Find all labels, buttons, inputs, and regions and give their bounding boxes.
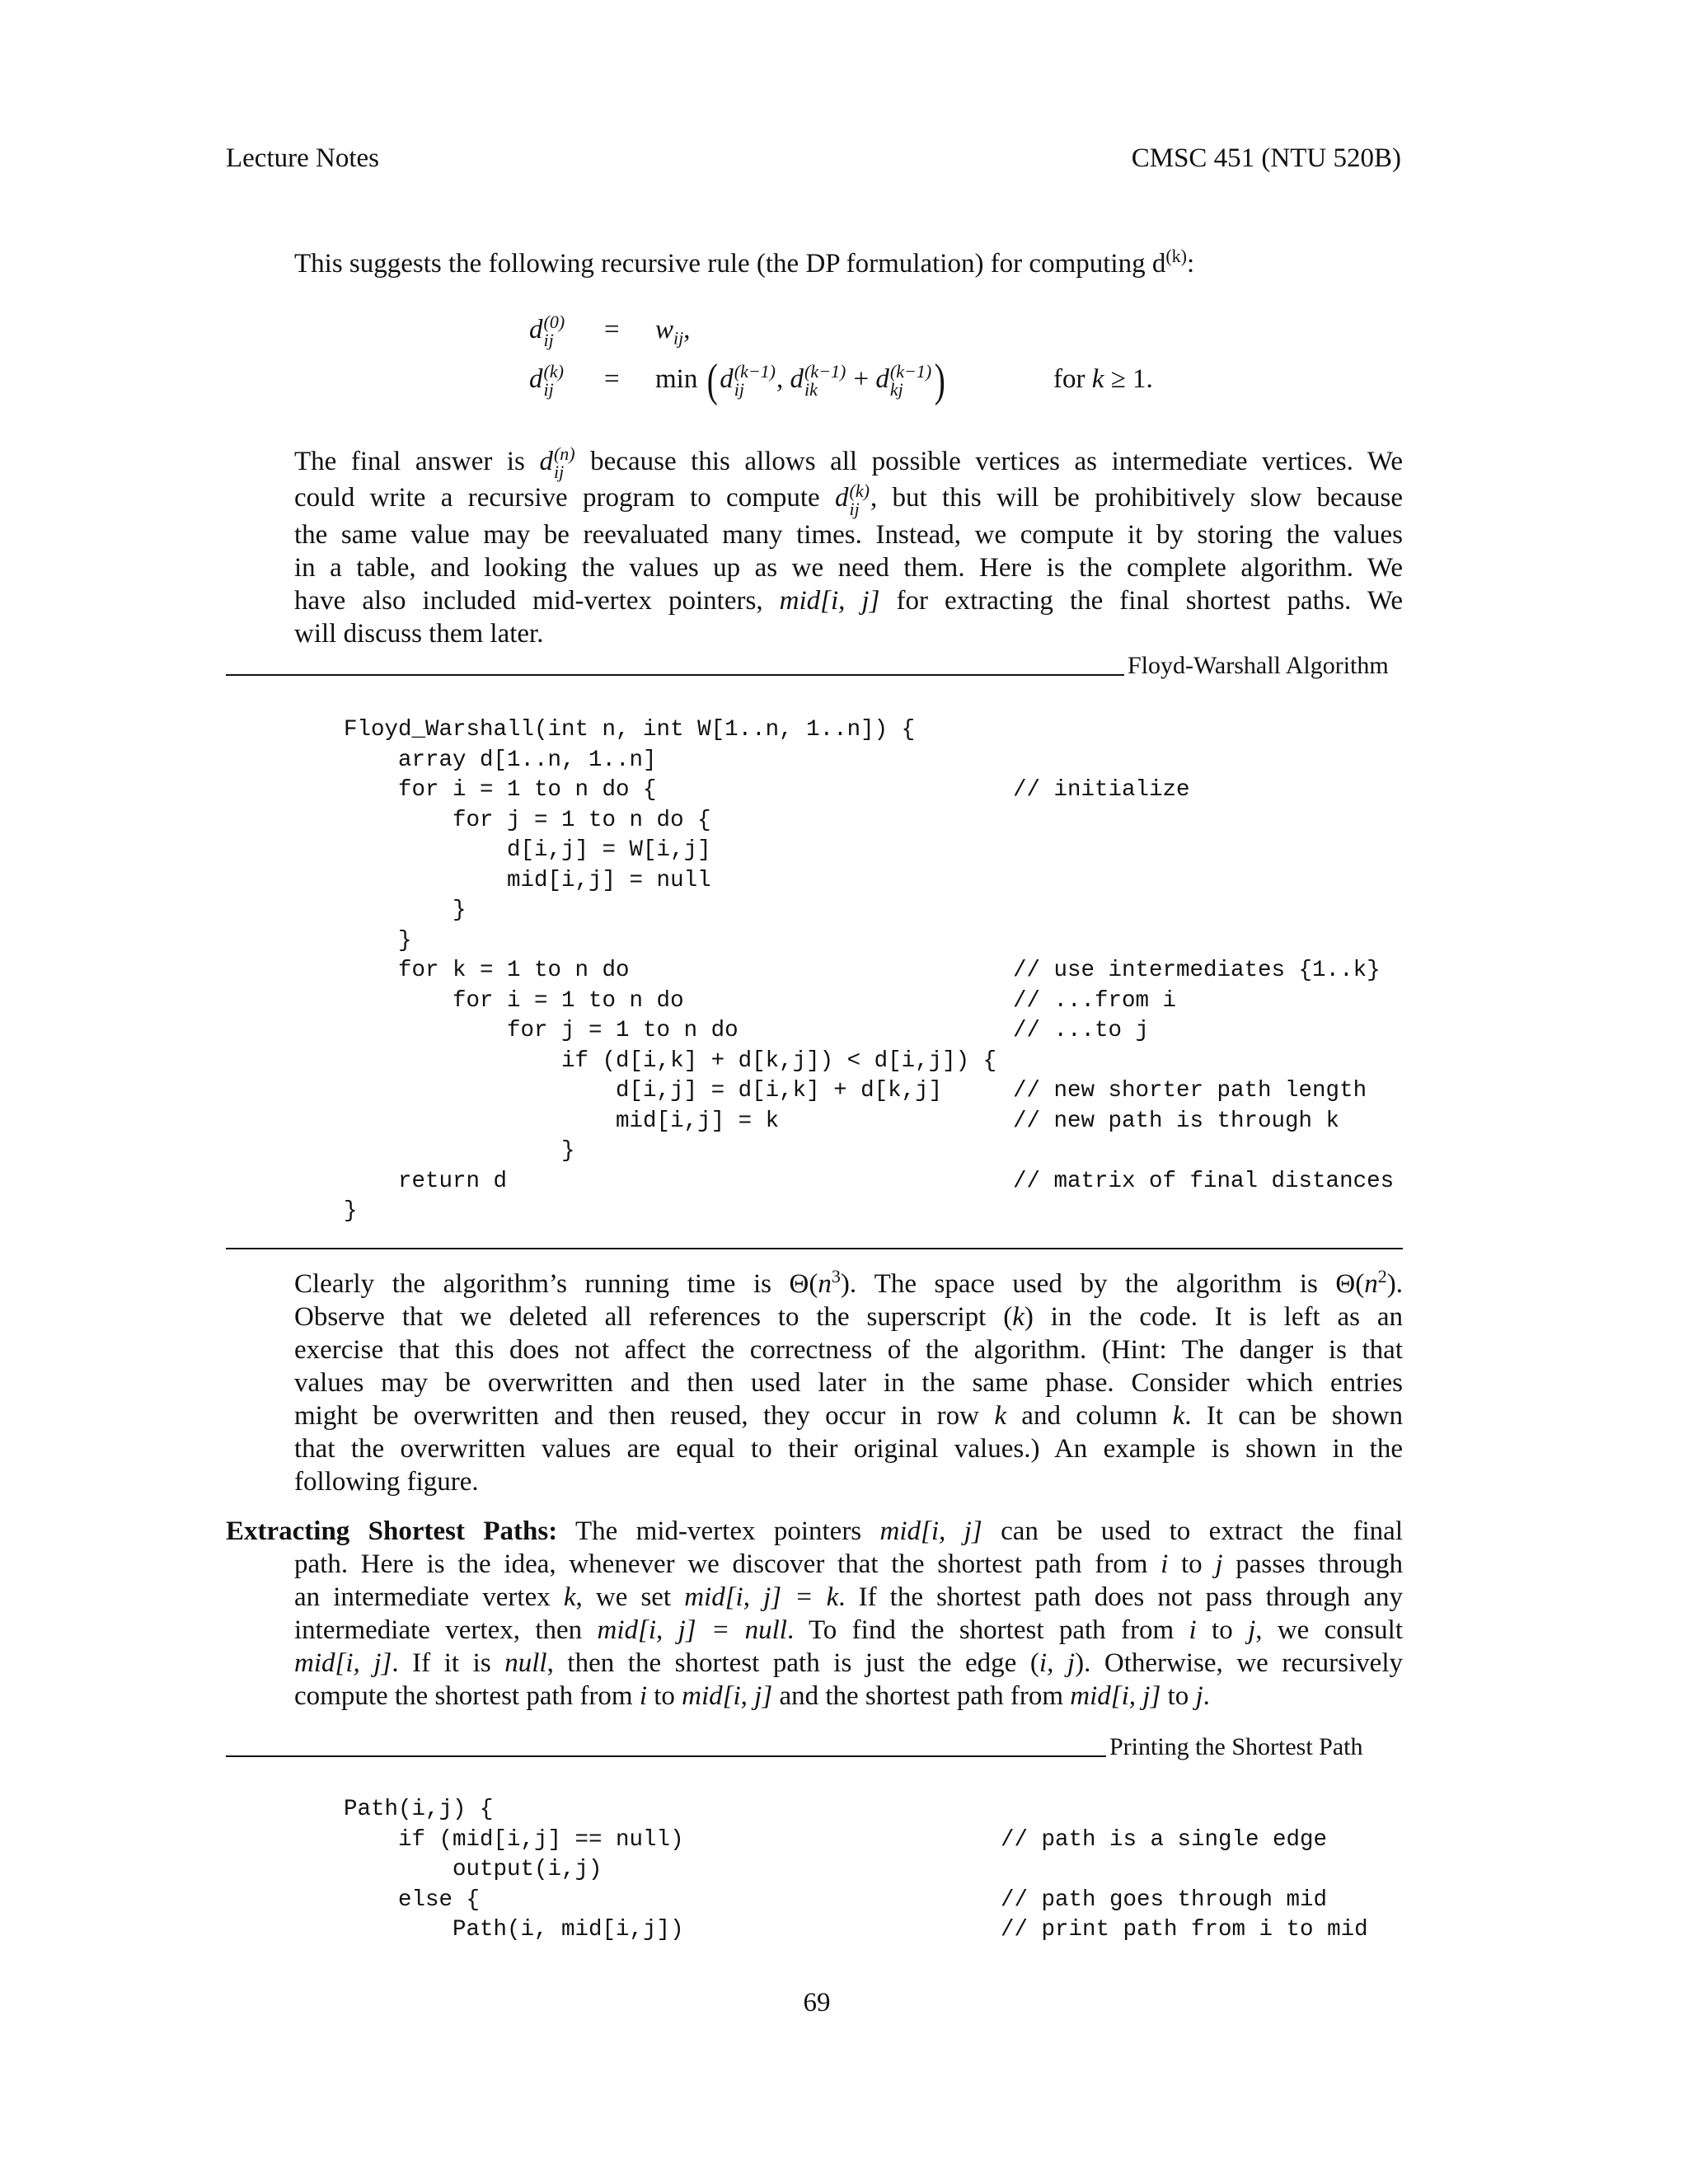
code-text: d[i,j] = W[i,j] <box>344 837 711 863</box>
code-text: for j = 1 to n do { <box>344 807 711 833</box>
code-text: if (mid[i,j] == null) <box>344 1826 684 1853</box>
intro-line: This suggests the following recursive rule (the DP formulation) for computing $d^{(k)}$: <box>294 246 1195 279</box>
equation-recurrence: d (k) ij <box>529 361 564 401</box>
code-text: Path(i, mid[i,j]) <box>344 1917 684 1943</box>
equation-condition: for k ≥ 1. <box>1053 364 1153 394</box>
code-text: else { <box>344 1886 481 1913</box>
code-text: } <box>344 898 467 923</box>
code-text: Path(i,j) { <box>344 1797 494 1822</box>
code-comment: // new shorter path length <box>1013 1078 1367 1104</box>
equation-recurrence-rel: = <box>604 364 620 394</box>
paragraph-running-time: Clearly the algorithm’s running time is $\Theta(n^3)$. The space used by the algorithm is $\Theta(n^2)$. Observe that we deleted all references to the superscript (k) in the code. It is left as an exercise that this does not affect the correctness of the algorithm. (Hint: The danger is that values may be overwritten and then used later in the same phase. Consider which entries might be overwritten and then reused, they occur in row k and column k. It can be shown that the overwritten values are equal to their original values.) An example is shown in the following figure. <box>294 1266 1403 1497</box>
equation-recurrence-rhs: min (d (k−1) ij , d (k−1) ik + d (k−1) kj ) <box>655 355 946 407</box>
code-comment: // ...to j <box>1013 1018 1150 1043</box>
paragraph-extracting-paths: Extracting Shortest Paths: The mid-vertex pointers mid[i, j] can be used to extract the final path. Here is the idea, whenever we discover that the shortest path from i to j passes through an intermediate vertex k, we set mid[i, j] = k. If the shortest path does not pass through any intermediate vertex, then mid[i, j] = null. To find the shortest path from i to j, we consult mid[i, j]. If it is null, then the shortest path is just the edge (i, j). Otherwise, we recursively compute the shortest path from i to mid[i, j] and the shortest path from mid[i, j] to j. <box>226 1516 1404 1711</box>
algorithm-title-floyd-warshall: Floyd-Warshall Algorithm <box>1128 652 1389 679</box>
equation-base-rhs: $w_{ij}$, <box>655 315 691 349</box>
equation-base-case: d (0) ij <box>529 312 565 351</box>
code-text: } <box>344 1138 575 1164</box>
code-text: d[i,j] = d[i,k] + d[k,j] <box>344 1078 943 1104</box>
code-text: mid[i,j] = null <box>344 867 711 893</box>
code-text: return d <box>344 1168 508 1194</box>
code-text: Floyd_Warshall(int n, int W[1..n, 1..n]) { <box>344 717 916 743</box>
code-comment: // ...from i <box>1013 987 1177 1014</box>
code-text: array d[1..n, 1..n] <box>344 747 657 773</box>
code-comment: // path goes through mid <box>1001 1886 1328 1913</box>
code-block-print-path <box>344 1795 1415 1960</box>
equation-base-rel: = <box>604 315 620 344</box>
algorithm-title-print-path: Printing the Shortest Path <box>1109 1733 1363 1760</box>
code-text: } <box>344 927 412 954</box>
code-text: for j = 1 to n do <box>344 1018 738 1043</box>
code-text: if (d[i,k] + d[k,j]) < d[i,j]) { <box>344 1047 997 1074</box>
code-comment: // new path is through k <box>1013 1108 1340 1134</box>
code-comment: // initialize <box>1013 777 1190 803</box>
code-comment: // print path from i to mid <box>1001 1917 1368 1943</box>
page-number: 69 <box>803 1988 831 2018</box>
algorithm2-rule-top <box>226 1755 1106 1757</box>
paragraph-final-answer: The final answer is d (n) ij because this allows all possible vertices as intermediate vertices. We could write a recursive program to compute d (k) ij , but this will be prohibitively slow because the same value may be reevaluated many times. Instead, we compute it by storing the values in a table, and looking the values up as we need them. Here is the complete algorithm. We have also included mid-vertex pointers, mid[i, j] for extracting the final shortest paths. We will discuss them later. <box>294 443 1404 649</box>
algorithm-rule-top <box>226 674 1124 676</box>
code-text: for i = 1 to n do <box>344 987 684 1014</box>
code-comment: // use intermediates {1..k} <box>1013 958 1381 983</box>
intro-sup: (k) <box>1165 246 1187 266</box>
code-comment: // path is a single edge <box>1001 1826 1328 1853</box>
code-text: for i = 1 to n do { <box>344 777 657 803</box>
code-block-floyd-warshall <box>344 715 1415 1243</box>
algorithm-rule-bottom <box>226 1248 1403 1249</box>
code-text: mid[i,j] = k <box>344 1108 780 1134</box>
section-heading: Extracting Shortest Paths: <box>226 1516 558 1546</box>
header-left: Lecture Notes <box>226 143 379 173</box>
code-text: } <box>344 1198 358 1224</box>
code-comment: // matrix of final distances <box>1013 1168 1395 1194</box>
code-text: output(i,j) <box>344 1857 603 1882</box>
code-text: for k = 1 to n do <box>344 958 630 983</box>
header-right: CMSC 451 (NTU 520B) <box>1131 143 1401 173</box>
